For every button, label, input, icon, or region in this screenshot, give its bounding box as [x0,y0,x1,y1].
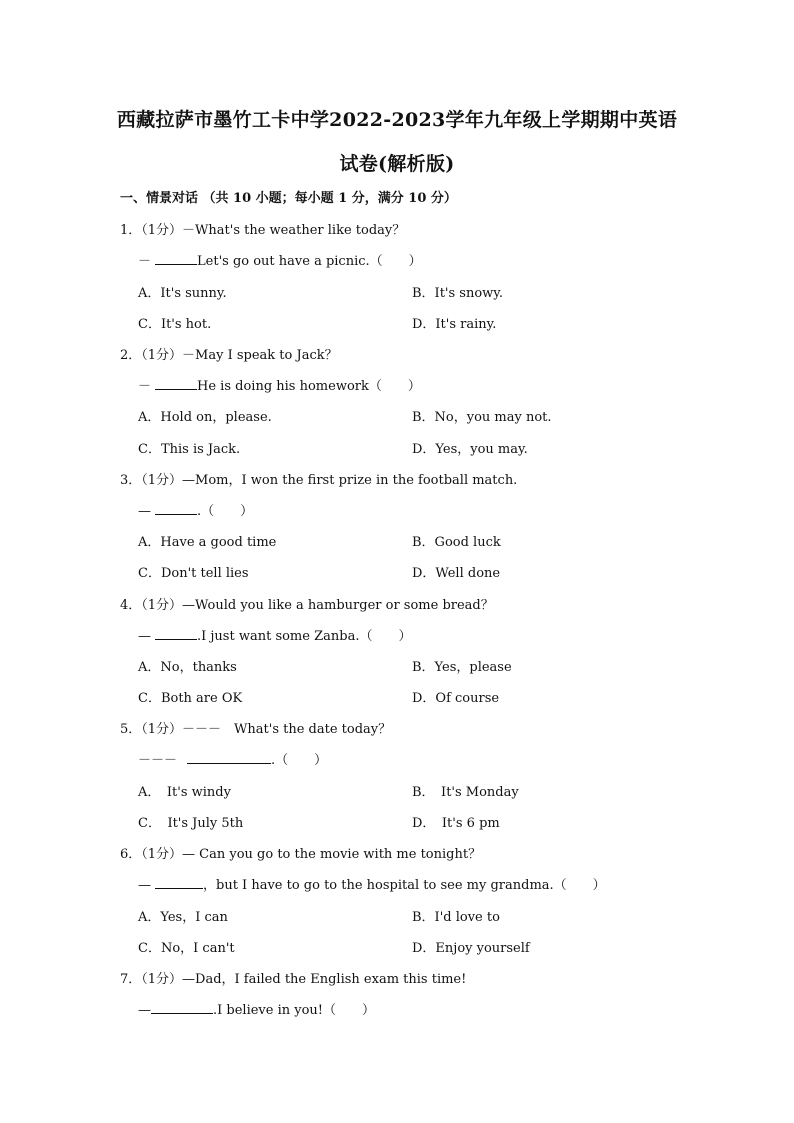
answer-dash: — [138,1003,151,1018]
answer-blank [187,752,271,764]
answer-blank [155,378,197,390]
question-3-option-d: D．Well done [412,566,501,581]
question-1-option-d: D．It's rainy. [412,317,497,332]
question-4-option-a: A．No，thanks [138,660,237,675]
section-heading: 一、情景对话 （共 10 小题；每小题 1 分，满分 10 分） [120,191,457,206]
question-1-option-a: A．It's sunny. [138,286,227,301]
question-4-answer-line [138,625,411,644]
answer-blank [151,1002,213,1014]
document-title-line-2: 试卷(解析版) [339,153,455,175]
question-5-answer-line [138,749,327,768]
answer-text: .（ ） [271,753,328,768]
question-7-stem: 7．（1分）—Dad，I failed the English exam this time! [120,972,467,987]
question-4-option-d: D．Of course [412,691,500,706]
question-2-option-c: C．This is Jack. [138,442,241,457]
answer-blank [155,877,203,889]
question-2-option-b: B．No，you may not. [412,410,552,425]
question-2-option-d: D．Yes，you may. [412,442,528,457]
document-title-line-1: 西藏拉萨市墨竹工卡中学2022-2023学年九年级上学期期中英语 [116,109,678,131]
question-6-option-d: D．Enjoy yourself [412,941,530,956]
answer-blank [155,628,197,640]
question-3-option-c: C．Don't tell lies [138,566,249,581]
question-3-stem: 3．（1分）—Mom，I won the first prize in the football match. [120,473,518,488]
answer-text: .I just want some Zanba.（ ） [197,629,412,644]
answer-dash: — [138,629,151,644]
question-5-option-c: C． It's July 5th [138,816,244,831]
answer-dash: － [138,379,152,394]
question-4-option-c: C．Both are OK [138,691,243,706]
answer-dash: — [138,878,151,893]
answer-dash: — [138,504,151,519]
question-6-option-c: C．No，I can't [138,941,235,956]
answer-text: ，but I have to go to the hospital to see my grandma.（ ） [203,878,606,893]
question-6-answer-line [138,874,606,893]
question-2-option-a: A．Hold on，please. [138,410,272,425]
question-4-stem: 4．（1分）—Would you like a hamburger or some bread？ [120,598,494,613]
question-2-answer-line [138,375,421,394]
question-5-option-a: A． It's windy [138,785,231,800]
answer-text: Let's go out have a picnic.（ ） [197,254,422,269]
answer-text: .（ ） [197,504,254,519]
question-3-option-b: B．Good luck [412,535,501,550]
answer-blank [155,503,197,515]
question-2-stem: 2．（1分）－May I speak to Jack？ [120,348,338,363]
answer-dash: －－－ [138,753,178,768]
question-1-option-b: B．It's snowy. [412,286,504,301]
answer-text: .I believe in you!（ ） [213,1003,376,1018]
question-5-stem: 5．（1分）－－－ What's the date today？ [120,722,392,737]
question-4-option-b: B．Yes，please [412,660,512,675]
question-3-answer-line [138,500,253,519]
answer-text: He is doing his homework（ ） [197,379,421,394]
question-6-option-b: B．I'd love to [412,910,500,925]
answer-blank [155,253,197,265]
question-1-stem: 1．（1分）－What's the weather like today？ [120,223,406,238]
question-3-option-a: A．Have a good time [138,535,277,550]
answer-dash: － [138,254,152,269]
question-6-stem: 6．（1分）— Can you go to the movie with me tonight？ [120,847,482,862]
question-1-answer-line [138,250,422,269]
question-5-option-b: B． It's Monday [412,785,519,800]
question-7-answer-line [138,999,375,1018]
question-1-option-c: C．It's hot. [138,317,212,332]
question-6-option-a: A．Yes，I can [138,910,228,925]
question-5-option-d: D． It's 6 pm [412,816,500,831]
